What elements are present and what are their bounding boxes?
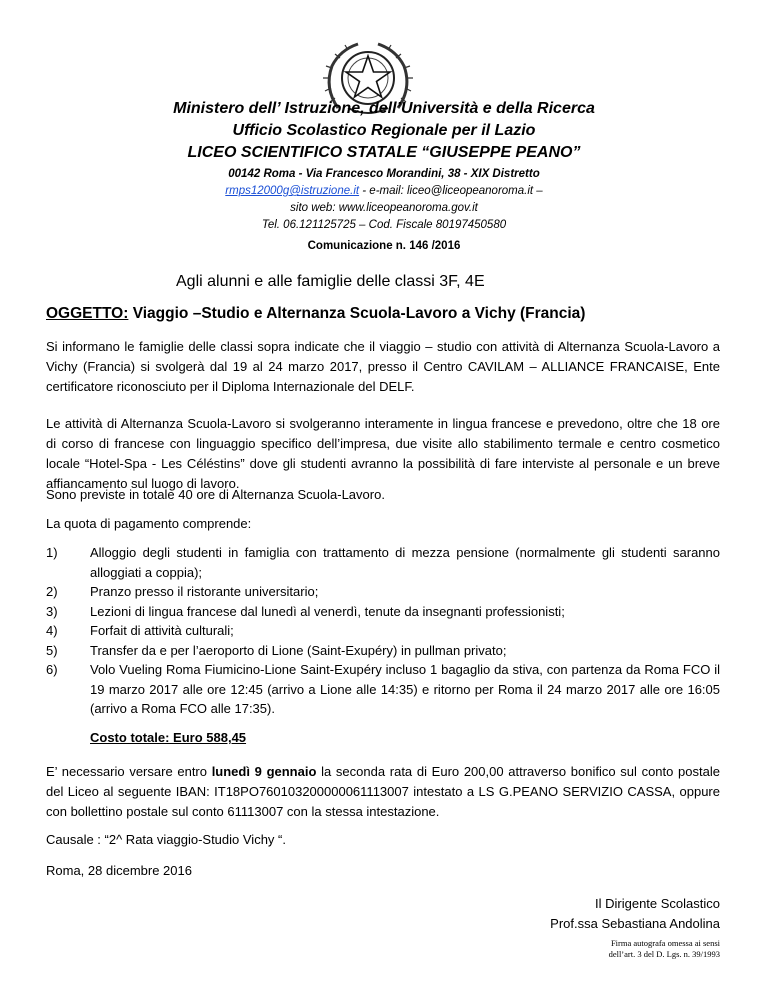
list-item	[46, 543, 720, 582]
school-address: 00142 Roma - Via Francesco Morandini, 38 - XIX Distretto	[228, 168, 540, 180]
document-date: Roma, 28 dicembre 2016	[46, 863, 192, 878]
payment-deadline: lunedì 9 gennaio	[211, 764, 317, 779]
paragraph-intro: Si informano le famiglie delle classi sopra indicate che il viaggio – studio con attività di Alternanza Scuola-Lavoro a Vichy (Francia) si svolgerà dal 19 al 24 marzo 2017, presso il Centro CAVILAM – ALLIANCE FRANCAISE, Ente certificatore riconosciuto per il Diploma Internazionale del DELF.	[46, 339, 720, 394]
school-name: LICEO SCIENTIFICO STATALE “GIUSEPPE PEANO”	[187, 144, 581, 161]
list-number: 4)	[46, 623, 58, 638]
ministry-name: Ministero dell’ Istruzione, dell’Università e della Ricerca	[173, 100, 595, 117]
paragraph-includes: La quota di pagamento comprende:	[46, 516, 252, 531]
regional-office-name: Ufficio Scolastico Regionale per il Lazio	[232, 122, 536, 139]
list-number: 5)	[46, 642, 58, 658]
payment-post: la seconda rata di Euro 200,00 attraverso bonifico sul conto postale del Liceo al seguente IBAN: IT18PO760103200000061113007 intestato a LS G.PEANO SERVIZIO CASSA, oppure con bollettino postale sul conto 61113007 con la stessa intestazione.	[46, 764, 720, 819]
includes-list	[46, 543, 720, 719]
list-text: Lezioni di lingua francese dal lunedì al venerdì, tenute da insegnanti professionisti;	[90, 603, 565, 619]
recipients-line: Agli alunni e alle famiglie delle classi 3F, 4E	[176, 273, 485, 290]
phone-line: Tel. 06.121125725 – Cod. Fiscale 80197450580	[261, 219, 507, 231]
list-number: 6)	[46, 662, 58, 677]
signature-note	[609, 938, 720, 960]
website-line: sito web: www.liceopeanoroma.gov.it	[290, 202, 478, 214]
pec-email-link[interactable]: rmps12000g@istruzione.it	[225, 185, 360, 197]
letterhead-titles	[0, 98, 768, 164]
subject-line	[46, 305, 585, 323]
signer-role: Il Dirigente Scolastico	[595, 896, 720, 911]
list-item	[46, 660, 720, 719]
letterhead-contacts	[0, 166, 768, 234]
total-cost: Costo totale: Euro 588,45	[90, 730, 247, 745]
signature-note-line2: dell’art. 3 del D. Lgs. n. 39/1993	[608, 949, 720, 959]
list-item	[46, 621, 720, 641]
payment-causale: Causale : “2^ Rata viaggio-Studio Vichy “.	[46, 832, 286, 847]
email-line	[0, 183, 768, 200]
list-text: Alloggio degli studenti in famiglia con trattamento di mezza pensione (normalmente gli studenti saranno alloggiati a coppia);	[90, 545, 720, 580]
list-number: 3)	[46, 603, 58, 619]
paragraph-hours: Sono previste in totale 40 ore di Alternanza Scuola-Lavoro.	[46, 487, 385, 502]
subject-label: OGGETTO:	[46, 305, 129, 322]
subject-text: Viaggio –Studio e Alternanza Scuola-Lavoro a Vichy (Francia)	[128, 305, 586, 322]
list-text: Forfait di attività culturali;	[90, 623, 234, 638]
email-text: - e-mail: liceo@liceopeanoroma.it –	[359, 185, 543, 197]
signature-block	[550, 894, 720, 934]
paragraph-activities: Le attività di Alternanza Scuola-Lavoro si svolgeranno interamente in lingua francese e prevedono, oltre che 18 ore di corso di francese con linguaggio specifico dell’impresa, due visite allo stabilimento termale e centro cosmetico locale “Hotel-Spa - Les Céléstins” dove gli studenti avranno la possibilità di fare interviste al personale e un breve affiancamento sul luogo di lavoro.	[46, 416, 720, 491]
paragraph-payment	[46, 762, 720, 822]
list-text: Volo Vueling Roma Fiumicino-Lione Saint-Exupéry incluso 1 bagaglio da stiva, con partenza da Roma FCO il 19 marzo 2017 alle ore 12:45 (arrivo a Lione alle 14:35) e ritorno per Roma il 24 marzo 2017 alle ore 16:05 (arrivo a Roma FCO alle 17:35).	[90, 662, 720, 716]
list-number: 1)	[46, 545, 58, 560]
signer-name: Prof.ssa Sebastiana Andolina	[550, 916, 720, 931]
communication-number: Comunicazione n. 146 /2016	[307, 240, 461, 252]
list-item	[46, 602, 720, 622]
list-number: 2)	[46, 584, 58, 599]
list-text: Pranzo presso il ristorante universitario;	[90, 584, 319, 599]
list-item	[46, 582, 720, 602]
signature-note-line1: Firma autografa omessa ai sensi	[610, 938, 720, 948]
list-item	[46, 641, 720, 661]
list-text: Transfer da e per l’aeroporto di Lione (Saint-Exupéry) in pullman privato;	[90, 642, 507, 658]
payment-pre: E’ necessario versare entro	[46, 764, 212, 779]
